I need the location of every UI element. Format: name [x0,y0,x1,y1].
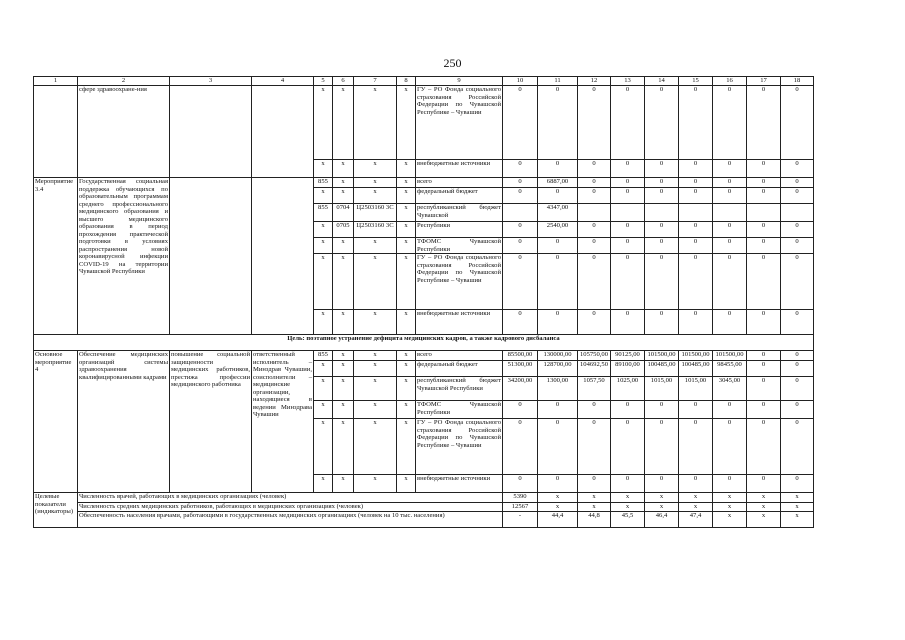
finance-row [34,86,814,160]
year-value-cell: 0 [747,254,781,310]
year-value-cell: 0 [679,401,713,419]
target-article-cell: х [354,310,397,335]
year-value-cell: 0 [679,310,713,335]
year-value-cell: 0 [538,310,578,335]
year-value-cell: 0 [578,86,611,160]
year-value-cell: 0 [503,160,538,178]
year-value-cell [781,204,814,222]
expense-type-cell: х [397,254,416,310]
event-name-cell: Основное мероприятие 4 [34,351,78,493]
section-code-cell: х [333,238,354,254]
year-value-cell: 0 [645,419,679,475]
year-value-cell: 6887,00 [538,178,578,188]
year-value-cell: 0 [645,160,679,178]
indicator-value-cell: 44,8 [578,511,611,527]
year-value-cell: 0 [503,310,538,335]
year-value-cell: 0 [645,86,679,160]
section-code-cell: 0705 [333,222,354,238]
year-value-cell: 0 [747,160,781,178]
year-value-cell: 105750,00 [578,351,611,361]
expense-type-cell: х [397,377,416,401]
year-value-cell: 100485,00 [645,361,679,377]
indicator-value-cell: х [713,493,747,503]
grbs-code-cell: х [314,361,333,377]
year-value-cell: 0 [645,401,679,419]
year-value-cell: 0 [578,475,611,493]
year-value-cell: 0 [645,178,679,188]
year-value-cell: 101500,00 [645,351,679,361]
year-value-cell: 0 [645,475,679,493]
year-value-cell: 0 [781,361,814,377]
year-value-cell: 3045,00 [713,377,747,401]
target-article-cell: х [354,254,397,310]
year-value-cell: 100485,00 [679,361,713,377]
year-value-cell: 51300,00 [503,361,538,377]
year-value-cell: 0 [747,222,781,238]
year-value-cell: 1015,00 [645,377,679,401]
funding-source-cell: ГУ – РО Фонда социального страхования Российской Федерации по Чувашской Республике – Чувашии [416,254,503,310]
grbs-code-cell: 855 [314,204,333,222]
indicator-value-cell: 44,4 [538,511,578,527]
funding-source-cell: федеральный бюджет [416,188,503,204]
year-value-cell: 0 [781,160,814,178]
year-value-cell: 90125,00 [611,351,645,361]
grbs-code-cell: х [314,377,333,401]
year-value-cell: 0 [781,254,814,310]
target-article-cell: х [354,238,397,254]
year-value-cell [747,204,781,222]
expected-result-cell [170,178,252,335]
year-value-cell: 0 [503,401,538,419]
target-article-cell: Ц2503160 3С [354,204,397,222]
grbs-code-cell: 855 [314,351,333,361]
section-code-cell: х [333,377,354,401]
year-value-cell: 0 [679,160,713,178]
year-value-cell: 0 [611,160,645,178]
year-value-cell: 0 [713,401,747,419]
executor-cell: ответственный исполнитель – Минздрав Чувашии, соисполнители – медицинские организации, находящиеся в ведении Минздрава Чувашии [252,351,314,493]
indicator-row [34,493,814,503]
year-value-cell: 101500,00 [679,351,713,361]
year-value-cell: 0 [781,475,814,493]
year-value-cell: 0 [679,475,713,493]
year-value-cell: 0 [611,475,645,493]
year-value-cell: 0 [747,188,781,204]
year-value-cell: 0 [538,401,578,419]
expected-result-cell [170,86,252,178]
year-value-cell [611,204,645,222]
year-value-cell: 0 [747,178,781,188]
year-value-cell: 0 [781,86,814,160]
year-value-cell: 0 [747,351,781,361]
year-value-cell: 0 [713,188,747,204]
indicator-row [34,511,814,527]
column-number-cell: 14 [645,77,679,86]
target-article-cell: х [354,188,397,204]
year-value-cell: 0 [503,254,538,310]
year-value-cell: 0 [645,188,679,204]
year-value-cell: 0 [679,188,713,204]
year-value-cell: 0 [611,254,645,310]
year-value-cell: 0 [578,188,611,204]
column-number-cell: 4 [252,77,314,86]
year-value-cell: 0 [538,188,578,204]
year-value-cell: 0 [578,310,611,335]
column-number-cell: 10 [503,77,538,86]
year-value-cell: 0 [578,238,611,254]
year-value-cell: 0 [747,238,781,254]
column-number-cell: 18 [781,77,814,86]
indicator-value-cell: х [611,493,645,503]
expense-type-cell: х [397,361,416,377]
indicator-value-cell: х [578,493,611,503]
target-article-cell: х [354,86,397,160]
column-number-cell: 16 [713,77,747,86]
indicator-value-cell: х [713,503,747,512]
funding-source-cell: внебюджетные источники [416,475,503,493]
section-code-cell: х [333,361,354,377]
year-value-cell: 0 [611,310,645,335]
indicator-value-cell: 5390 [503,493,538,503]
year-value-cell: 0 [503,86,538,160]
funding-source-cell: Республики [416,222,503,238]
year-value-cell: 0 [611,188,645,204]
year-value-cell: 0 [611,401,645,419]
year-value-cell: 0 [503,222,538,238]
indicator-value-cell: х [679,503,713,512]
grbs-code-cell: х [314,86,333,160]
indicator-value-cell: х [781,511,814,527]
year-value-cell [679,204,713,222]
year-value-cell: 0 [645,238,679,254]
section-code-cell: 0704 [333,204,354,222]
event-description-cell: Обеспечение медицинских организаций системы здравоохранения квалифицированными кадрами [78,351,170,493]
section-code-cell: х [333,475,354,493]
indicator-value-cell: х [645,493,679,503]
year-value-cell: 104692,50 [578,361,611,377]
year-value-cell: 0 [781,188,814,204]
funding-source-cell: внебюджетные источники [416,310,503,335]
indicator-value-cell: х [747,503,781,512]
year-value-cell: 0 [713,419,747,475]
expense-type-cell: х [397,238,416,254]
indicator-row [34,503,814,512]
year-value-cell: 0 [747,401,781,419]
event-name-cell [34,86,78,178]
year-value-cell: 0 [645,222,679,238]
year-value-cell: 0 [538,86,578,160]
section-code-cell: х [333,419,354,475]
year-value-cell: 0 [781,377,814,401]
year-value-cell: 0 [747,419,781,475]
event-description-cell: сфере здравоохране-ния [78,86,170,178]
year-value-cell: 0 [578,222,611,238]
section-code-cell: х [333,254,354,310]
finance-row [34,351,814,361]
year-value-cell: 0 [713,222,747,238]
year-value-cell: 0 [713,310,747,335]
indicator-value-cell: 45,5 [611,511,645,527]
year-value-cell: 0 [781,310,814,335]
year-value-cell: 0 [538,160,578,178]
year-value-cell: 0 [503,475,538,493]
year-value-cell: 0 [781,178,814,188]
section-code-cell: х [333,401,354,419]
year-value-cell: 0 [781,238,814,254]
year-value-cell: 0 [578,254,611,310]
expense-type-cell: х [397,178,416,188]
expense-type-cell: х [397,401,416,419]
indicator-value-cell: 12567 [503,503,538,512]
year-value-cell: 89100,00 [611,361,645,377]
grbs-code-cell: х [314,222,333,238]
event-name-cell: Мероприятие 3.4 [34,178,78,335]
year-value-cell: 0 [781,351,814,361]
indicator-value-cell: х [645,503,679,512]
executor-cell [252,178,314,335]
year-value-cell: 0 [747,310,781,335]
year-value-cell: 0 [713,178,747,188]
year-value-cell: 1025,00 [611,377,645,401]
target-article-cell: х [354,377,397,401]
funding-source-cell: всего [416,178,503,188]
target-article-cell: х [354,351,397,361]
section-code-cell: х [333,188,354,204]
indicator-value-cell: х [747,511,781,527]
indicator-value-cell: х [781,493,814,503]
expense-type-cell: х [397,188,416,204]
year-value-cell: 0 [578,419,611,475]
column-number-cell: 8 [397,77,416,86]
column-number-cell: 3 [170,77,252,86]
expense-type-cell: х [397,86,416,160]
indicator-value-cell: х [538,493,578,503]
year-value-cell: 0 [611,419,645,475]
expense-type-cell: х [397,419,416,475]
expense-type-cell: х [397,475,416,493]
funding-source-cell: республиканский бюджет Чувашской Республики [416,377,503,401]
goal-row [34,335,814,351]
grbs-code-cell: х [314,254,333,310]
year-value-cell: 98455,00 [713,361,747,377]
column-number-cell: 15 [679,77,713,86]
section-code-cell: х [333,351,354,361]
indicator-value-cell: 47,4 [679,511,713,527]
target-article-cell: х [354,361,397,377]
year-value-cell [578,204,611,222]
year-value-cell: 0 [645,310,679,335]
column-number-cell: 13 [611,77,645,86]
grbs-code-cell: х [314,475,333,493]
year-value-cell: 4347,00 [538,204,578,222]
column-number-cell: 5 [314,77,333,86]
year-value-cell: 0 [679,254,713,310]
grbs-code-cell: х [314,419,333,475]
year-value-cell: 0 [679,222,713,238]
indicator-value-cell: х [713,511,747,527]
year-value-cell: 0 [713,160,747,178]
expense-type-cell: х [397,222,416,238]
year-value-cell: 0 [503,178,538,188]
indicator-name-cell: Обеспеченность населения врачами, работающими в государственных медицинских организациях (человек на 10 тыс. населения) [78,511,503,527]
year-value-cell: 0 [679,238,713,254]
year-value-cell: 0 [679,178,713,188]
grbs-code-cell: х [314,160,333,178]
funding-source-cell: федеральный бюджет [416,361,503,377]
grbs-code-cell: х [314,310,333,335]
executor-cell [252,86,314,178]
indicator-value-cell: х [611,503,645,512]
funding-source-cell: всего [416,351,503,361]
section-code-cell: х [333,86,354,160]
year-value-cell: 0 [503,238,538,254]
year-value-cell: 0 [713,238,747,254]
column-number-cell: 11 [538,77,578,86]
year-value-cell: 0 [679,419,713,475]
year-value-cell: 0 [538,419,578,475]
goal-text: Цель: поэтапное устранение дефицита медицинских кадров, а также кадрового дисбаланса [34,335,814,351]
year-value-cell: 2540,00 [538,222,578,238]
target-article-cell: х [354,160,397,178]
grbs-code-cell: 855 [314,178,333,188]
funding-source-cell: ГУ – РО Фонда социального страхования Российской Федерации по Чувашской Республике – Чувашии [416,419,503,475]
year-value-cell: 34200,00 [503,377,538,401]
expected-result-cell: повышение социальной защищенности медицинских работников, престижа профессии медицинского работника [170,351,252,493]
indicator-value-cell: х [538,503,578,512]
program-financing-table [33,76,814,528]
year-value-cell: 0 [713,86,747,160]
year-value-cell: 0 [611,238,645,254]
funding-source-cell: внебюджетные источники [416,160,503,178]
expense-type-cell: х [397,351,416,361]
year-value-cell: 130000,00 [538,351,578,361]
year-value-cell: 0 [747,86,781,160]
year-value-cell: 0 [578,160,611,178]
indicator-name-cell: Численность средних медицинских работников, работающих в медицинских организациях (человек) [78,503,503,512]
section-code-cell: х [333,310,354,335]
grbs-code-cell: х [314,238,333,254]
year-value-cell [503,204,538,222]
column-number-cell: 6 [333,77,354,86]
funding-source-cell: ГУ – РО Фонда социального страхования Российской Федерации по Чувашской Республике – Чувашии [416,86,503,160]
section-code-cell: х [333,160,354,178]
year-value-cell [713,204,747,222]
finance-row [34,178,814,188]
year-value-cell [645,204,679,222]
indicator-value-cell: х [679,493,713,503]
column-number-cell: 9 [416,77,503,86]
indicator-value-cell: 46,4 [645,511,679,527]
year-value-cell: 0 [578,178,611,188]
column-number-cell: 17 [747,77,781,86]
year-value-cell: 0 [679,86,713,160]
funding-source-cell: ТФОМС Чувашской Республики [417,238,501,253]
section-code-cell: х [333,178,354,188]
year-value-cell: 0 [781,401,814,419]
target-article-cell: х [354,475,397,493]
grbs-code-cell: х [314,401,333,419]
funding-source-cell: ТФОМС Чувашской Республики [416,401,503,419]
target-article-cell: Ц2503160 3С [354,222,397,238]
indicators-label-cell: Целевые показатели (индикаторы) [34,493,78,528]
year-value-cell: 0 [747,377,781,401]
indicator-value-cell: х [781,503,814,512]
column-number-cell: 7 [354,77,397,86]
grbs-code-cell: х [314,188,333,204]
column-number-cell: 2 [78,77,170,86]
year-value-cell: 0 [503,419,538,475]
indicator-value-cell: - [503,511,538,527]
year-value-cell: 85500,00 [503,351,538,361]
funding-source-cell: республиканский бюджет Чувашской [416,204,503,222]
year-value-cell: 0 [611,222,645,238]
year-value-cell: 0 [781,419,814,475]
year-value-cell: 0 [538,238,578,254]
event-description-cell: Государственная социальная поддержка обучающихся по образовательным программам среднего профессионального медицинского образования и высшего медицинского образования в период прохождения практической подготовки в условиях распространения новой коронавирусной инфекции COVID-19 на территории Чувашской Республики [78,178,170,335]
year-value-cell: 1300,00 [538,377,578,401]
target-article-cell: х [354,401,397,419]
indicator-value-cell: х [747,493,781,503]
year-value-cell: 0 [578,401,611,419]
year-value-cell: 101500,00 [713,351,747,361]
column-number-cell: 12 [578,77,611,86]
page-number: 250 [443,56,462,70]
target-article-cell: х [354,178,397,188]
year-value-cell: 0 [713,475,747,493]
indicator-name-cell: Численность врачей, работающих в медицинских организациях (человек) [78,493,503,503]
expense-type-cell: х [397,204,416,222]
year-value-cell: 0 [503,188,538,204]
year-value-cell: 128700,00 [538,361,578,377]
year-value-cell: 0 [611,86,645,160]
expense-type-cell: х [397,160,416,178]
year-value-cell: 0 [747,361,781,377]
column-number-cell: 1 [34,77,78,86]
year-value-cell: 1015,00 [679,377,713,401]
year-value-cell: 1057,50 [578,377,611,401]
year-value-cell: 0 [645,254,679,310]
year-value-cell: 0 [747,475,781,493]
year-value-cell: 0 [781,222,814,238]
year-value-cell: 0 [713,254,747,310]
indicator-value-cell: х [578,503,611,512]
target-article-cell: х [354,419,397,475]
year-value-cell: 0 [538,254,578,310]
year-value-cell: 0 [611,178,645,188]
column-number-row [34,77,814,86]
expense-type-cell: х [397,310,416,335]
year-value-cell: 0 [538,475,578,493]
